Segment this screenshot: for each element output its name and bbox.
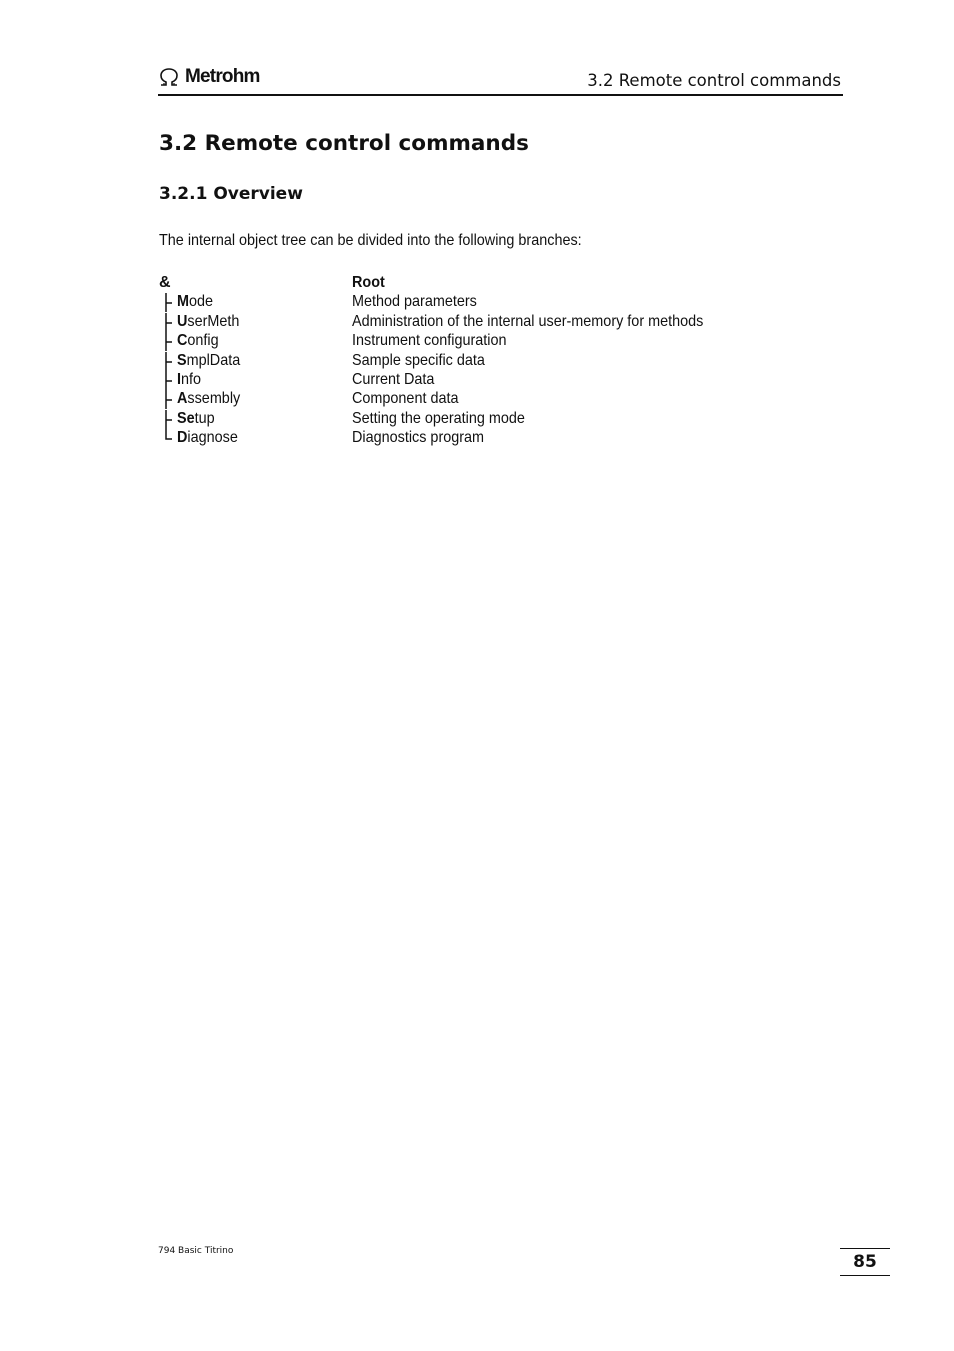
tree-branch-icon bbox=[164, 293, 175, 312]
branch-description: Current Data bbox=[352, 371, 435, 388]
branch-name: Info bbox=[177, 371, 202, 388]
page-number: 85 bbox=[840, 1248, 890, 1276]
branch-name: SmplData bbox=[177, 351, 241, 369]
branch-name: Mode bbox=[177, 293, 214, 311]
branch-description: Sample specific data bbox=[352, 351, 485, 369]
page-header bbox=[158, 64, 843, 96]
tree-branch-row bbox=[159, 352, 859, 371]
tree-branch-row bbox=[159, 332, 859, 351]
tree-root-row bbox=[159, 274, 859, 293]
tree-branch-icon bbox=[164, 332, 175, 351]
tree-branch-row-last bbox=[159, 429, 859, 448]
subsection-heading: 3.2.1 Overview bbox=[159, 184, 303, 204]
tree-branch-row bbox=[159, 313, 859, 332]
tree-branch-row bbox=[159, 371, 859, 390]
tree-branch-row bbox=[159, 410, 859, 429]
root-label: Root bbox=[352, 274, 385, 291]
branch-description: Method parameters bbox=[352, 293, 477, 311]
header-section-title: 3.2 Remote control commands bbox=[587, 71, 841, 90]
branch-description: Instrument configuration bbox=[352, 332, 507, 350]
branch-name: Diagnose bbox=[177, 429, 238, 447]
root-symbol: & bbox=[159, 274, 171, 291]
section-heading: 3.2 Remote control commands bbox=[159, 131, 529, 156]
intro-paragraph: The internal object tree can be divided into the following branches: bbox=[159, 232, 582, 249]
branch-name: UserMeth bbox=[177, 312, 240, 330]
tree-branch-icon bbox=[164, 313, 175, 332]
branch-name: Config bbox=[177, 332, 219, 350]
branch-name: Setup bbox=[177, 409, 215, 427]
branch-description: Administration of the internal user-memory for methods bbox=[352, 312, 704, 330]
branch-name: Assembly bbox=[177, 390, 241, 408]
footer-product: 794 Basic Titrino bbox=[158, 1246, 234, 1256]
metrohm-logo bbox=[158, 66, 260, 88]
omega-icon bbox=[158, 67, 180, 87]
logo-text: Metrohm bbox=[185, 66, 260, 87]
tree-corner-icon bbox=[164, 429, 175, 448]
tree-branch-icon bbox=[164, 371, 175, 390]
branch-description: Component data bbox=[352, 390, 459, 408]
tree-branch-row bbox=[159, 390, 859, 409]
tree-branch-row bbox=[159, 293, 859, 312]
tree-branch-icon bbox=[164, 352, 175, 371]
branch-description: Diagnostics program bbox=[352, 429, 485, 447]
branch-description: Setting the operating mode bbox=[352, 409, 525, 427]
tree-branch-icon bbox=[164, 410, 175, 429]
tree-branch-icon bbox=[164, 390, 175, 409]
